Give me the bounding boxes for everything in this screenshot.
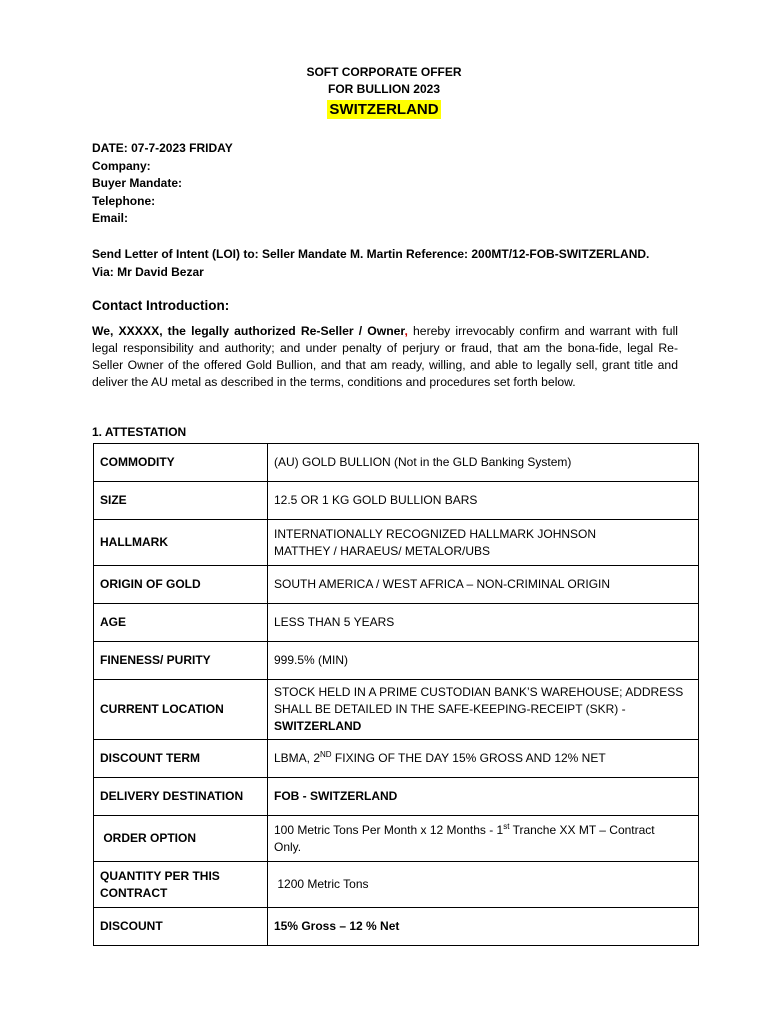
email-field: Email: [92, 211, 129, 226]
row-value: 999.5% (MIN) [268, 642, 699, 680]
row-label: COMMODITY [94, 444, 268, 482]
row-value: SOUTH AMERICA / WEST AFRICA – NON-CRIMINAL ORIGIN [268, 566, 699, 604]
value-text: Tranche XX MT – Contract [509, 822, 655, 837]
row-value-line: STOCK HELD IN A PRIME CUSTODIAN BANK’S WAREHOUSE; ADDRESS [274, 685, 684, 699]
row-value [268, 816, 699, 862]
intro-bold-text: We, XXXXX, the legally authorized Re-Seller / Owner [92, 324, 405, 338]
company-field: Company: [92, 158, 151, 173]
intro-body-text: hereby irrevocably confirm and warrant with full legal responsibility and authority; and under penalty of perjury or fraud, that am the bona-fide, legal Re-Seller Owner of the offered Gold Bullion, and that am ready, willing, and able to legally sell, grant title and deliver the AU metal as described in the terms, conditions and procedures set forth below. [92, 324, 678, 389]
loi-line-1: Send Letter of Intent (LOI) to: Seller Mandate M. Martin Reference: 200MT/12-FOB-SWITZERLAND. [92, 247, 650, 261]
row-value: 15% Gross – 12 % Net [268, 908, 699, 946]
row-value-line: SHALL BE DETAILED IN THE SAFE-KEEPING-RECEIPT (SKR) - [274, 702, 626, 716]
table-row-size [94, 482, 699, 520]
table-row-fineness [94, 642, 699, 680]
row-label [94, 816, 268, 862]
row-value [268, 862, 699, 908]
row-label: AGE [94, 604, 268, 642]
row-value [268, 520, 699, 566]
row-label: DISCOUNT TERM [94, 740, 268, 778]
intro-red-comma: , [404, 324, 408, 338]
row-label: DELIVERY DESTINATION [94, 778, 268, 816]
telephone-field: Telephone: [92, 193, 156, 208]
row-value: (AU) GOLD BULLION (Not in the GLD Banking System) [268, 444, 699, 482]
section-heading-attestation: 1. ATTESTATION [92, 425, 187, 439]
date-field: DATE: 07-7-2023 FRIDAY [92, 141, 233, 155]
contact-heading: Contact Introduction: [92, 298, 230, 313]
row-value-line: INTERNATIONALLY RECOGNIZED HALLMARK JOHNSON [274, 526, 597, 541]
row-value: LESS THAN 5 YEARS [268, 604, 699, 642]
table-row-quantity [94, 862, 699, 908]
table-row-discount [94, 908, 699, 946]
row-label [94, 862, 268, 908]
value-text: LBMA, 2 [274, 751, 321, 765]
title-line-1: SOFT CORPORATE OFFER [306, 65, 462, 79]
loi-instructions [92, 246, 692, 281]
table-row-age [94, 604, 699, 642]
table-row-order-option [94, 816, 699, 862]
row-value: FOB - SWITZERLAND [268, 778, 699, 816]
row-label-line: QUANTITY PER THIS [100, 868, 220, 883]
row-value-line: SWITZERLAND [274, 719, 362, 733]
table-row-delivery [94, 778, 699, 816]
table-row-discount-term [94, 740, 699, 778]
row-value [268, 740, 699, 778]
row-label-line: CONTRACT [100, 885, 168, 900]
ordinal-suffix: st [503, 821, 510, 831]
row-value: 12.5 OR 1 KG GOLD BULLION BARS [268, 482, 699, 520]
contact-intro-paragraph [92, 323, 678, 391]
row-value-line: MATTHEY / HARAEUS/ METALOR/UBS [274, 543, 491, 558]
table-row-origin [94, 566, 699, 604]
table-row-hallmark [94, 520, 699, 566]
table-row-commodity [94, 444, 699, 482]
title-line-2: FOR BULLION 2023 [327, 82, 441, 96]
buyer-mandate-field: Buyer Mandate: [92, 176, 183, 191]
value-text: 1200 Metric Tons [277, 877, 369, 891]
title-highlight-country: SWITZERLAND [329, 101, 439, 118]
value-text: 100 Metric Tons Per Month x 12 Months - 1 [274, 822, 504, 837]
table-row-location [94, 680, 699, 740]
document-title [0, 64, 768, 119]
row-label: DISCOUNT [94, 908, 268, 946]
row-label-text: ORDER OPTION [103, 831, 197, 845]
row-label: FINENESS/ PURITY [94, 642, 268, 680]
attestation-table [93, 443, 699, 946]
row-label: ORIGIN OF GOLD [94, 566, 268, 604]
row-value [268, 680, 699, 740]
row-label: CURRENT LOCATION [94, 680, 268, 740]
row-value-line: Only. [274, 839, 302, 854]
row-value-line [274, 822, 692, 839]
ordinal-suffix: ND [320, 750, 332, 759]
header-fields [92, 140, 233, 228]
value-text: FIXING OF THE DAY 15% GROSS AND 12% NET [331, 751, 606, 765]
row-label: HALLMARK [94, 520, 268, 566]
row-label: SIZE [94, 482, 268, 520]
loi-line-2: Via: Mr David Bezar [92, 264, 204, 279]
